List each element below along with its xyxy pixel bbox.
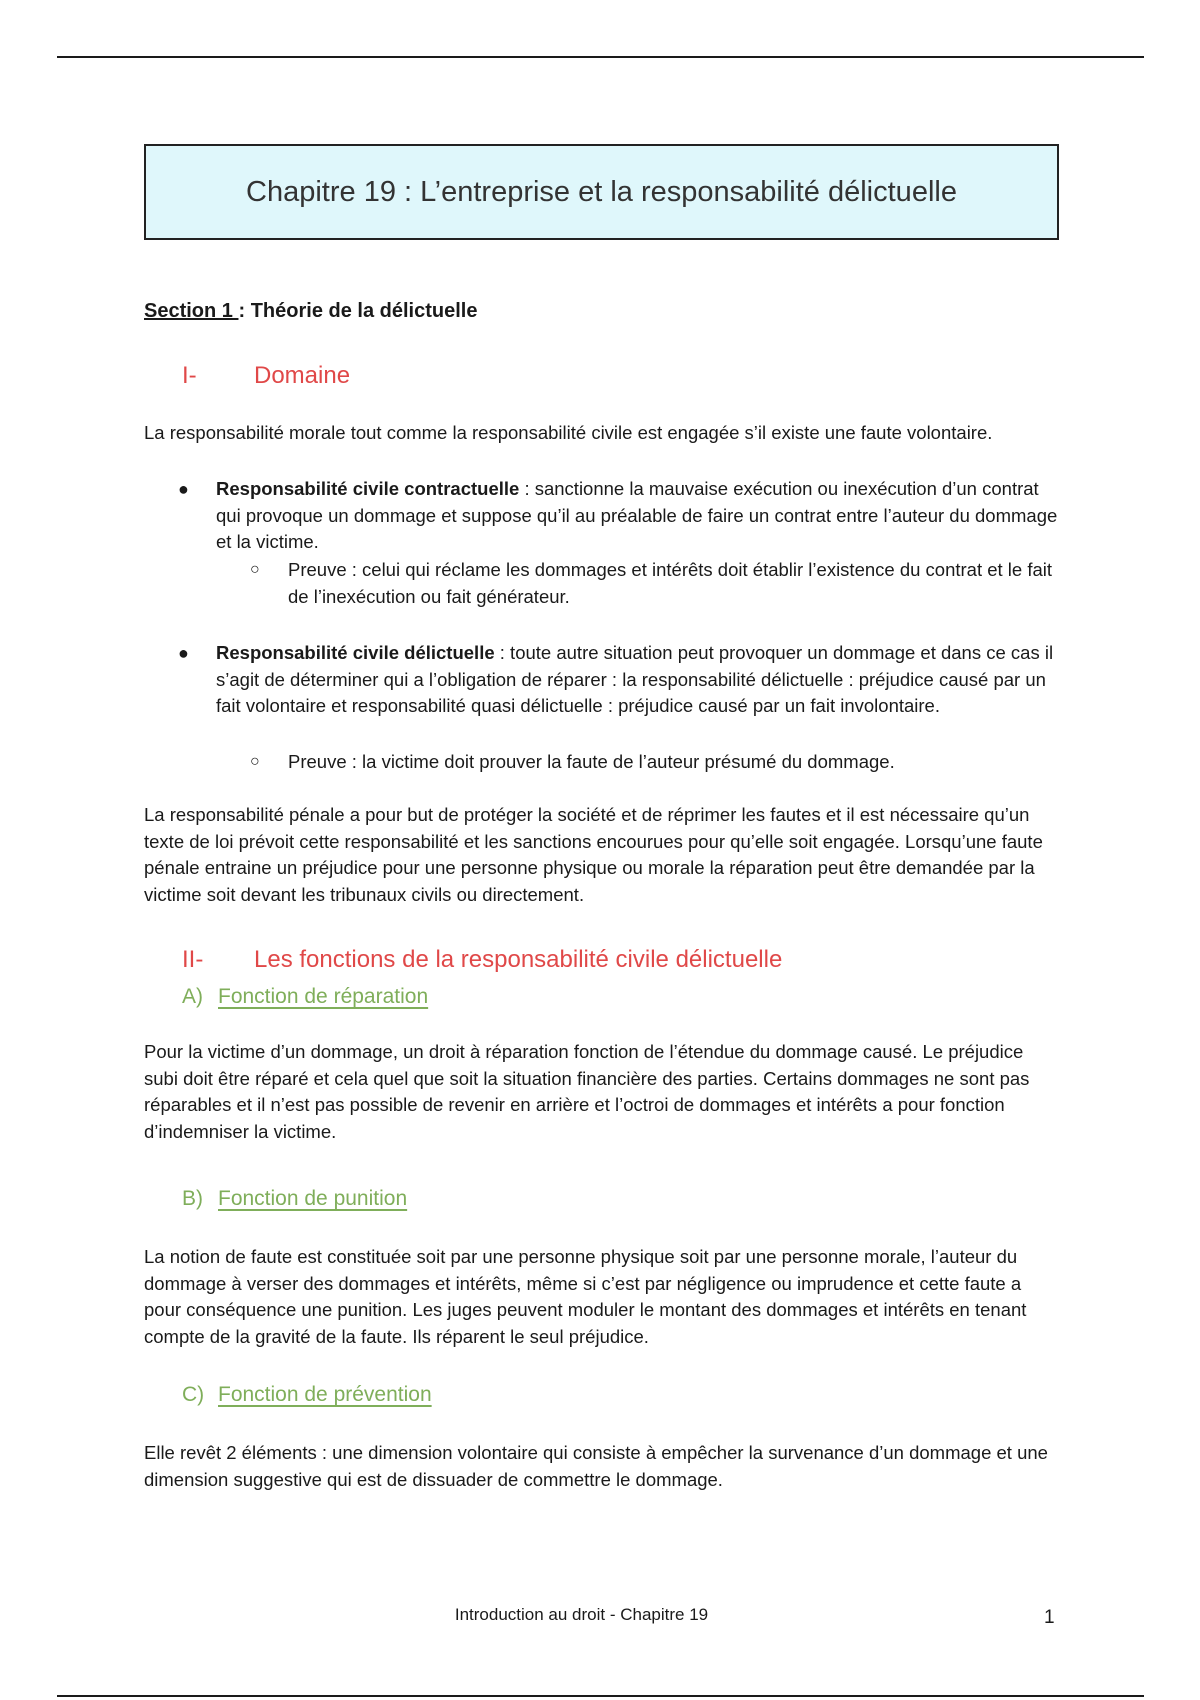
subheading-text: Fonction de punition — [218, 1187, 408, 1210]
bullet-text: : sanctionne la mauvaise exécution ou inexécution d’un contrat qui provoque un dommage et suppose qu’il au préalable de faire un contrat entre l’auteur du dommage et la victime. — [216, 478, 1058, 552]
sub-bullet-preuve-2 — [250, 749, 1059, 776]
intro-paragraph: La responsabilité morale tout comme la responsabilité civile est engagée s’il existe une faute volontaire. — [144, 422, 993, 443]
penal-paragraph: La responsabilité pénale a pour but de protéger la société et de réprimer les fautes et il est nécessaire qu’un texte de loi prévoit cette responsabilité et les sanctions encourues pour qu’elle soit engagée. Lorsqu’une faute pénale entraine un préjudice pour une personne physique ou morale la réparation peut être demandée par la victime soit devant les tribunaux civils ou directement. — [144, 804, 1043, 905]
subheading-number: B) — [182, 1187, 203, 1210]
bullet-text: : toute autre situation peut provoquer un dommage et dans ce cas il s’agit de déterminer qui a l’obligation de réparer : la responsabilité délictuelle : préjudice causé par un fait volontaire et responsabilité quasi délictuelle : préjudice causé par un fait involontaire. — [216, 642, 1054, 716]
heading-text: Domaine — [254, 362, 351, 389]
subheading-prevention — [182, 1383, 432, 1407]
subheading-text: Fonction de prévention — [218, 1383, 432, 1406]
page-number: 1 — [1044, 1607, 1055, 1628]
circle-bullet-icon: ○ — [250, 753, 260, 770]
bullet-dot-icon: ● — [178, 479, 189, 499]
sub-bullet-text: Preuve : celui qui réclame les dommages et intérêts doit établir l’existence du contrat et le fait de l’inexécution ou fait générateur. — [288, 559, 1053, 607]
heading-domaine — [182, 362, 350, 390]
punition-paragraph: La notion de faute est constituée soit par une personne physique soit par une personne morale, l’auteur du dommage à verser des dommages et intérêts, même si c’est par négligence ou imprudence et cette faute a pour conséquence une punition. Les juges peuvent moduler le montant des dommages et intérêts en tenant compte de la gravité de la faute. Ils réparent le seul préjudice. — [144, 1246, 1027, 1347]
sub-bullet-preuve-1 — [250, 557, 1059, 610]
heading-fonctions — [182, 946, 782, 974]
heading-text: Les fonctions de la responsabilité civile délictuelle — [254, 946, 783, 973]
bullet-bold: Responsabilité civile délictuelle — [216, 642, 495, 663]
subheading-text: Fonction de réparation — [218, 985, 429, 1008]
footer-text: Introduction au droit - Chapitre 19 — [454, 1605, 709, 1624]
circle-bullet-icon: ○ — [250, 561, 260, 578]
subheading-reparation — [182, 985, 428, 1009]
footer-rule — [57, 1695, 1144, 1697]
section-heading — [144, 300, 477, 323]
heading-number: II- — [182, 946, 204, 973]
chapter-title: Chapitre 19 : L’entreprise et la responsabilité délictuelle — [246, 175, 957, 208]
chapter-title-box — [144, 144, 1059, 240]
sub-bullet-text: Preuve : la victime doit prouver la faute de l’auteur présumé du dommage. — [288, 751, 895, 772]
prevention-paragraph: Elle revêt 2 éléments : une dimension volontaire qui consiste à empêcher la survenance d’un dommage et une dimension suggestive qui est de dissuader de commettre le dommage. — [144, 1442, 1048, 1490]
subheading-number: A) — [182, 985, 203, 1008]
subheading-number: C) — [182, 1383, 205, 1406]
bullet-delictuelle — [178, 640, 1059, 720]
header-rule — [57, 56, 1144, 58]
bullet-dot-icon: ● — [178, 643, 189, 663]
section-label: Section 1 — [144, 300, 239, 322]
subheading-punition — [182, 1187, 407, 1211]
bullet-contractuelle — [178, 476, 1059, 556]
heading-number: I- — [182, 362, 197, 389]
reparation-paragraph: Pour la victime d’un dommage, un droit à réparation fonction de l’étendue du dommage causé. Le préjudice subi doit être réparé et cela quel que soit la situation financière des parties. Certains dommages ne sont pas réparables et il n’est pas possible de revenir en arrière et l’octroi de dommages et intérêts a pour fonction d’indemniser la victime. — [144, 1041, 1030, 1142]
bullet-bold: Responsabilité civile contractuelle — [216, 478, 520, 499]
section-text: : Théorie de la délictuelle — [238, 300, 478, 322]
